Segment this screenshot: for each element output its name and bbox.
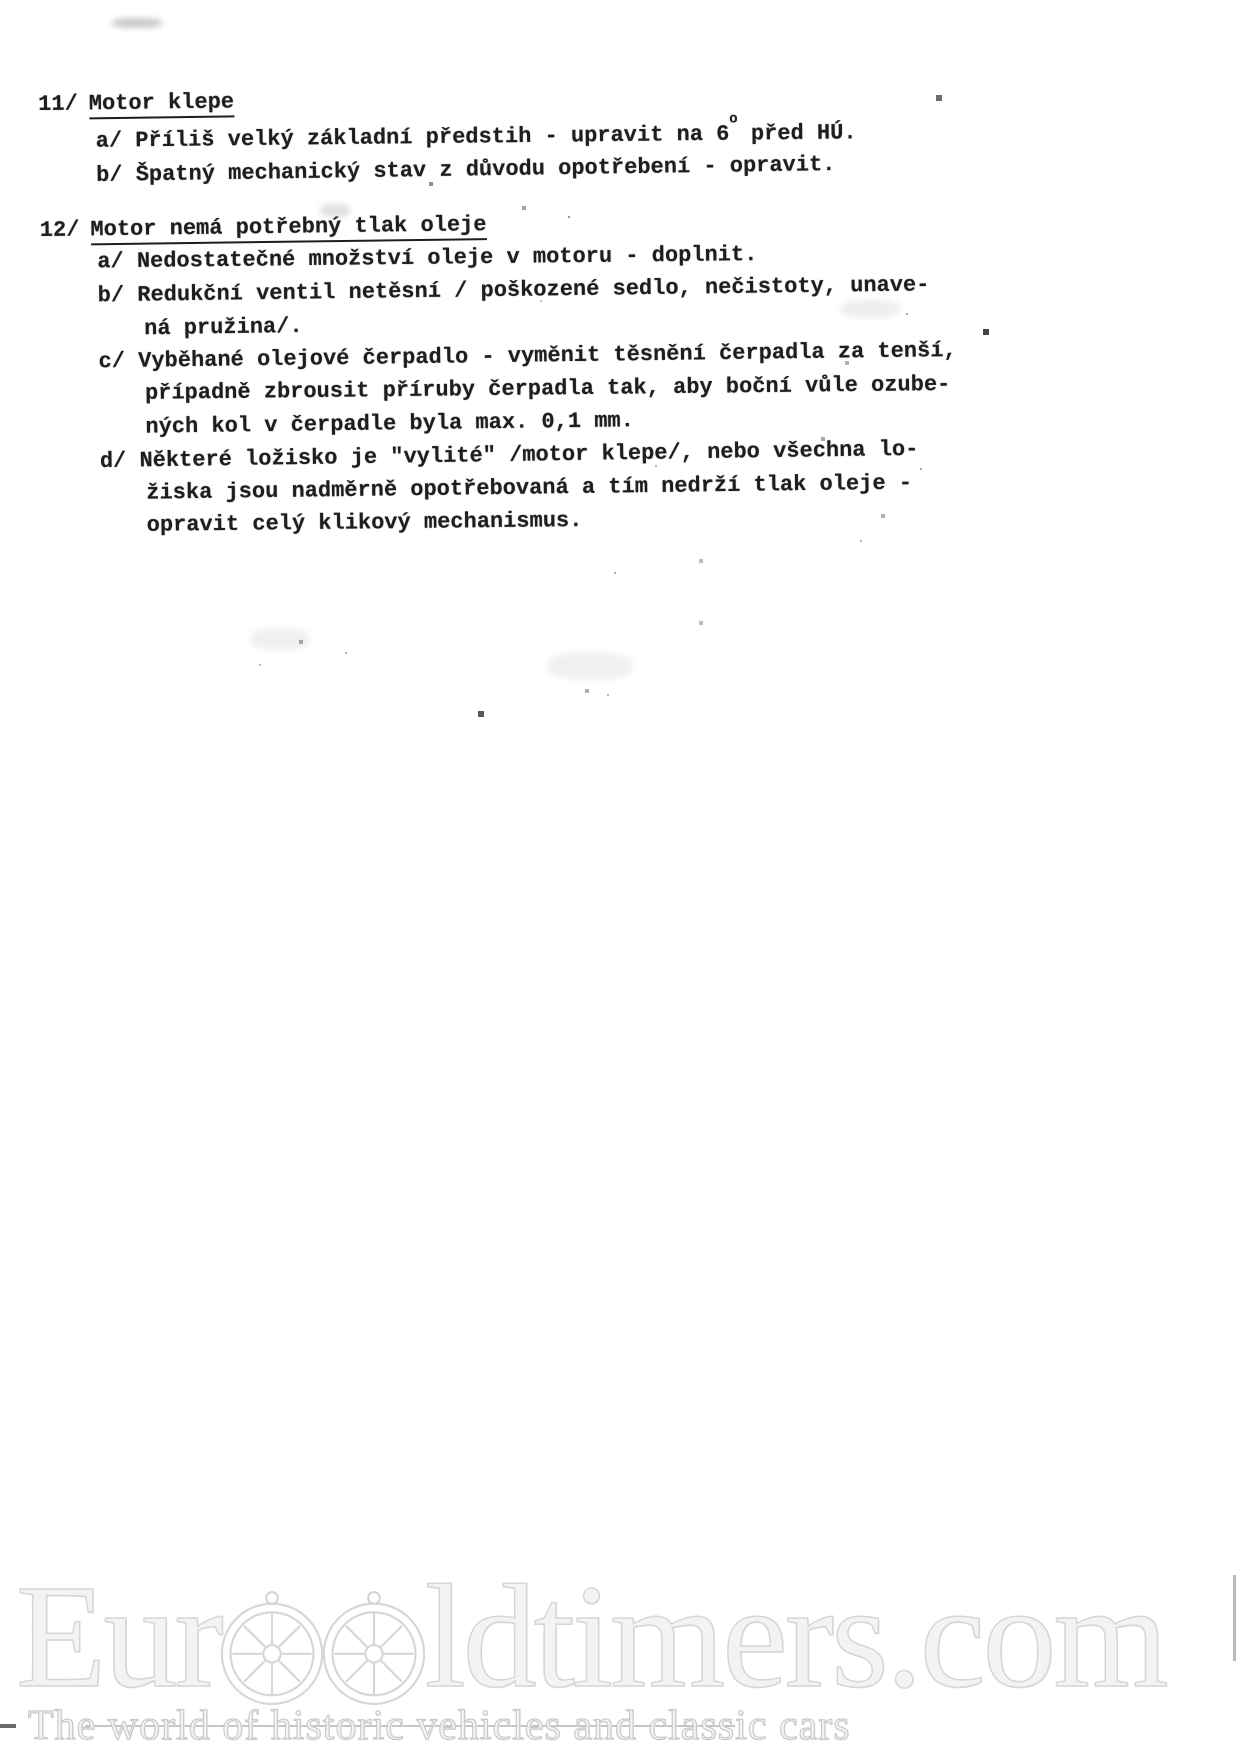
item-text: b/ Špatný mechanický stav z důvodu opotřebení - opravit. [95, 152, 836, 189]
item-text: ná pružina/. [143, 314, 303, 342]
scan-smudge [250, 628, 310, 650]
watermark-tagline: The world of historic vehicles and classic cars [28, 1703, 851, 1749]
section-12-number: 12/ [39, 217, 80, 244]
spoked-wheel-icon [320, 1586, 428, 1710]
watermark-eurooldtimers [0, 1484, 1240, 1754]
scan-dash-mark [0, 1724, 16, 1728]
scan-smudge [548, 652, 632, 680]
section-11-number: 11/ [38, 91, 78, 117]
watermark-brand-text: Eur [16, 1555, 221, 1720]
item-text: žiska jsou nadměrně opotřebovaná a tím nedrží tlak oleje - [146, 470, 913, 506]
item-text: a/ Příliš velký základní předstih - upravit na 6 [95, 121, 730, 154]
typewritten-text-block [38, 75, 1004, 544]
item-text: před HÚ. [737, 120, 857, 147]
item-text: případně zbrousit příruby čerpadla tak, aby boční vůle ozube- [144, 372, 951, 407]
scan-smudge [112, 18, 162, 28]
section-11-title: Motor klepe [89, 89, 235, 119]
watermark-brand [16, 1555, 1166, 1720]
section-12-title: Motor nemá potřebný tlak oleje [90, 212, 486, 245]
item-text: a/ Nedostatečné množství oleje v motoru - doplnit. [97, 242, 758, 275]
item-text: c/ Vyběhané olejové čerpadlo - vyměnit těsnění čerpadla za tenší, [98, 338, 957, 375]
item-text: d/ Některé ložisko je "vylité" /motor klepe/, nebo všechna lo- [99, 437, 919, 475]
scan-noise-specks [0, 0, 2, 2]
item-text: b/ Redukční ventil netěsní / poškozené sedlo, nečistoty, unave- [97, 272, 930, 309]
item-text: ných kol v čerpadle byla max. 0,1 mm. [145, 408, 635, 440]
degree-superscript: o [729, 111, 738, 128]
spoked-wheel-icon [218, 1586, 326, 1710]
item-text: opravit celý klikový mechanismus. [146, 508, 583, 539]
watermark-brand-text: ldtimers.com [424, 1555, 1166, 1720]
